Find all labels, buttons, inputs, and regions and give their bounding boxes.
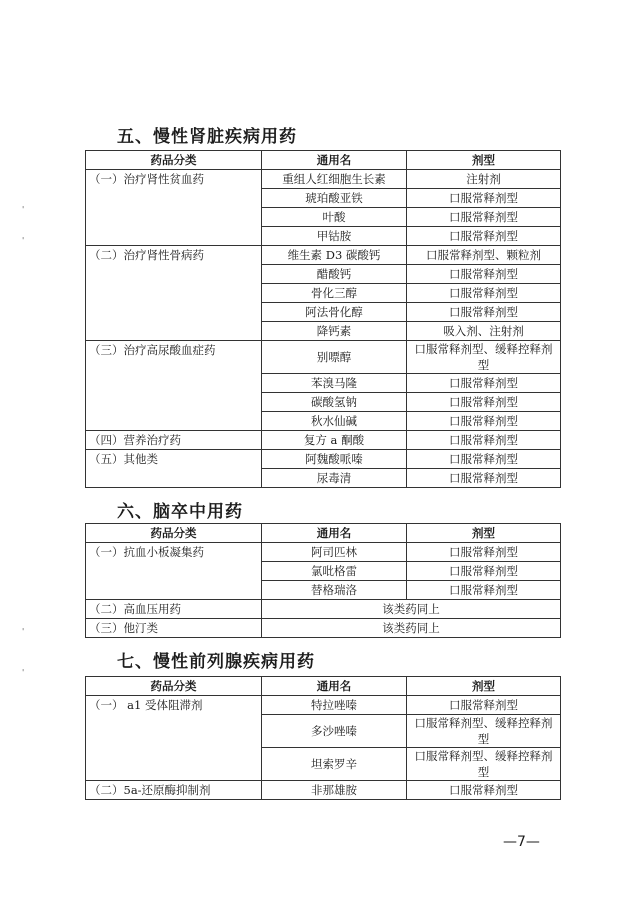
dosage-form: 口服常释剂型 <box>407 265 561 284</box>
dosage-form: 口服常释剂型 <box>407 781 561 800</box>
section-title: 七、慢性前列腺疾病用药 <box>117 652 315 672</box>
category-note: 该类药同上 <box>262 600 561 619</box>
drug-category: （五）其他类 <box>86 450 262 488</box>
drug-name: 甲钴胺 <box>262 227 407 246</box>
header-category: 药品分类 <box>86 524 262 543</box>
drug-category: （四）营养治疗药 <box>86 431 262 450</box>
dosage-form: 口服常释剂型 <box>407 227 561 246</box>
drug-name: 重组人红细胞生长素 <box>262 170 407 189</box>
dosage-form: 口服常释剂型 <box>407 469 561 488</box>
dosage-form: 口服常释剂型 <box>407 543 561 562</box>
drug-table <box>85 523 561 638</box>
header-dosage-form: 剂型 <box>407 677 561 696</box>
table-row <box>86 543 561 562</box>
table-header-row <box>86 677 561 696</box>
drug-name: 阿魏酸哌嗪 <box>262 450 407 469</box>
drug-name: 秋水仙碱 <box>262 412 407 431</box>
drug-name: 替格瑞洛 <box>262 581 407 600</box>
drug-name: 阿法骨化醇 <box>262 303 407 322</box>
table-row <box>86 619 561 638</box>
drug-name: 氯吡格雷 <box>262 562 407 581</box>
header-generic-name: 通用名 <box>262 524 407 543</box>
drug-category: （一）治疗肾性贫血药 <box>86 170 262 246</box>
dosage-form: 口服常释剂型 <box>407 393 561 412</box>
dosage-form: 口服常释剂型 <box>407 562 561 581</box>
header-dosage-form: 剂型 <box>407 524 561 543</box>
drug-category: （二）高血压用药 <box>86 600 262 619</box>
dosage-form: 口服常释剂型 <box>407 303 561 322</box>
header-generic-name: 通用名 <box>262 677 407 696</box>
drug-name: 非那雄胺 <box>262 781 407 800</box>
section-title: 五、慢性肾脏疾病用药 <box>117 127 297 147</box>
drug-name: 琥珀酸亚铁 <box>262 189 407 208</box>
drug-table <box>85 150 561 488</box>
drug-name: 苯溴马隆 <box>262 374 407 393</box>
dosage-form: 口服常释剂型、缓释控释剂型 <box>407 715 561 748</box>
drug-name: 醋酸钙 <box>262 265 407 284</box>
header-category: 药品分类 <box>86 151 262 170</box>
category-note: 该类药同上 <box>262 619 561 638</box>
drug-name: 骨化三醇 <box>262 284 407 303</box>
header-generic-name: 通用名 <box>262 151 407 170</box>
dosage-form: 口服常释剂型 <box>407 581 561 600</box>
dosage-form: 口服常释剂型 <box>407 189 561 208</box>
drug-name: 特拉唑嗪 <box>262 696 407 715</box>
section-title: 六、脑卒中用药 <box>117 502 243 522</box>
dosage-form: 口服常释剂型 <box>407 450 561 469</box>
drug-name: 叶酸 <box>262 208 407 227</box>
margin-mark: ' <box>22 668 25 677</box>
drug-name: 尿毒清 <box>262 469 407 488</box>
margin-mark: ' <box>22 236 25 245</box>
dosage-form: 口服常释剂型、缓释控释剂型 <box>407 341 561 374</box>
drug-category: （二）5a-还原酶抑制剂 <box>86 781 262 800</box>
drug-category: （一）抗血小板凝集药 <box>86 543 262 600</box>
dosage-form: 口服常释剂型 <box>407 431 561 450</box>
header-category: 药品分类 <box>86 677 262 696</box>
drug-name: 复方 a 酮酸 <box>262 431 407 450</box>
dosage-form: 口服常释剂型 <box>407 284 561 303</box>
dosage-form: 注射剂 <box>407 170 561 189</box>
drug-table <box>85 676 561 800</box>
drug-name: 别嘌醇 <box>262 341 407 374</box>
drug-name: 维生素 D3 碳酸钙 <box>262 246 407 265</box>
margin-mark: ' <box>22 627 25 636</box>
drug-name: 降钙素 <box>262 322 407 341</box>
dosage-form: 口服常释剂型 <box>407 374 561 393</box>
drug-name: 坦索罗辛 <box>262 748 407 781</box>
page-number: —7— <box>503 834 540 850</box>
table-header-row <box>86 524 561 543</box>
drug-name: 阿司匹林 <box>262 543 407 562</box>
table-row <box>86 170 561 189</box>
dosage-form: 口服常释剂型 <box>407 208 561 227</box>
table-row <box>86 600 561 619</box>
drug-category: （三）治疗高尿酸血症药 <box>86 341 262 431</box>
dosage-form: 口服常释剂型 <box>407 696 561 715</box>
table-row <box>86 341 561 374</box>
drug-category: （二）治疗肾性骨病药 <box>86 246 262 341</box>
drug-name: 多沙唑嗪 <box>262 715 407 748</box>
table-row <box>86 246 561 265</box>
table-header-row <box>86 151 561 170</box>
margin-mark: ' <box>22 205 25 214</box>
dosage-form: 口服常释剂型 <box>407 412 561 431</box>
dosage-form: 口服常释剂型、颗粒剂 <box>407 246 561 265</box>
dosage-form: 口服常释剂型、缓释控释剂型 <box>407 748 561 781</box>
drug-category: （一） a1 受体阻滞剂 <box>86 696 262 781</box>
table-row <box>86 431 561 450</box>
table-row <box>86 696 561 715</box>
drug-category: （三）他汀类 <box>86 619 262 638</box>
header-dosage-form: 剂型 <box>407 151 561 170</box>
table-row <box>86 450 561 469</box>
dosage-form: 吸入剂、注射剂 <box>407 322 561 341</box>
table-row <box>86 781 561 800</box>
drug-name: 碳酸氢钠 <box>262 393 407 412</box>
